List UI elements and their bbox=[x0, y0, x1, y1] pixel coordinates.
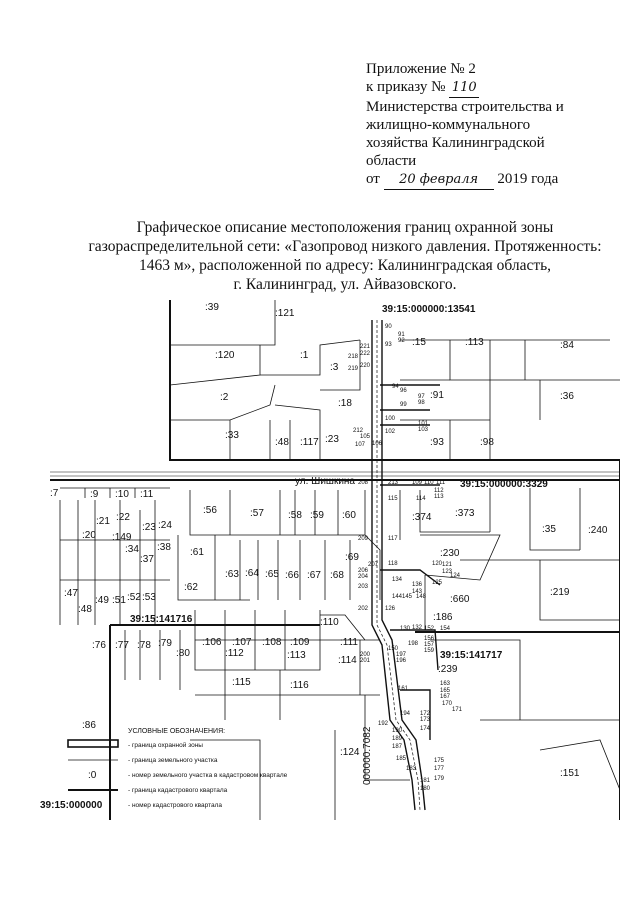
point-label: 204 bbox=[358, 574, 369, 580]
parcel-label: :69 bbox=[345, 552, 359, 563]
parcel-label: :65 bbox=[265, 569, 279, 580]
parcel-label: :151 bbox=[560, 768, 580, 779]
point-label: 126 bbox=[385, 606, 396, 612]
point-label: 110 bbox=[424, 480, 434, 486]
point-label: 136 bbox=[412, 582, 423, 588]
point-label: 91 bbox=[398, 332, 405, 338]
order-line bbox=[366, 78, 626, 98]
point-label: 100 bbox=[385, 416, 396, 422]
parcel-label: :38 bbox=[157, 542, 171, 553]
point-label: 200 bbox=[360, 652, 371, 658]
parcel-label: :113 bbox=[287, 650, 306, 661]
point-label: 181 bbox=[420, 778, 431, 784]
point-label: 150 bbox=[388, 646, 399, 652]
parcel-label: :10 bbox=[115, 489, 129, 500]
street-label: ул. Шишкина bbox=[295, 476, 355, 487]
parcel-label: :62 bbox=[184, 582, 198, 593]
point-label: 152 bbox=[424, 626, 435, 632]
legend-item: - граница кадастрового квартала bbox=[128, 787, 228, 794]
parcel-label: :76 bbox=[92, 640, 106, 651]
parcel-label: :186 bbox=[433, 612, 453, 623]
order-number: 110 bbox=[449, 79, 479, 98]
point-label: 130 bbox=[400, 626, 411, 632]
parcel-label: :109 bbox=[290, 637, 310, 648]
point-label: 111 bbox=[436, 480, 446, 486]
cadastral-map bbox=[20, 300, 620, 820]
parcel-label: :374 bbox=[412, 512, 432, 523]
point-label: 159 bbox=[424, 648, 435, 654]
point-label: 209 bbox=[358, 536, 369, 542]
title-line-2: газораспределительной сети: «Газопровод низкого давления. Протяженность: bbox=[88, 238, 602, 255]
parcel-label: :117 bbox=[300, 437, 319, 448]
ministry-line-2: жилищно-коммунального bbox=[366, 117, 531, 133]
order-label: к приказу № bbox=[366, 79, 446, 95]
parcel-label: :67 bbox=[307, 570, 321, 581]
point-label: 148 bbox=[416, 594, 427, 600]
parcel-label: :11 bbox=[140, 489, 154, 500]
point-label: 99 bbox=[400, 402, 407, 408]
parcel-label: :121 bbox=[275, 308, 295, 319]
point-label: 105 bbox=[360, 434, 371, 440]
parcel-label: :34 bbox=[125, 544, 139, 555]
parcel-label: :22 bbox=[116, 512, 130, 523]
parcel-label: :80 bbox=[176, 648, 190, 659]
point-label: 97 bbox=[418, 394, 425, 400]
point-label: 212 bbox=[353, 428, 364, 434]
point-label: 157 bbox=[424, 642, 435, 648]
point-label: 194 bbox=[400, 711, 411, 717]
parcel-label: :58 bbox=[288, 510, 302, 521]
legend bbox=[40, 728, 288, 811]
point-label: 183 bbox=[406, 766, 417, 772]
legend-item: - номер земельного участка в кадастровом квартале bbox=[128, 772, 288, 779]
parcel-label: :112 bbox=[225, 648, 244, 659]
parcel-label: :52 bbox=[127, 592, 141, 603]
quarter-label: 39:15:000000:13541 bbox=[382, 304, 476, 315]
point-label: 123 bbox=[442, 569, 453, 575]
point-label: 145 bbox=[402, 594, 413, 600]
point-label: 109 bbox=[412, 480, 423, 486]
point-label: 120 bbox=[432, 561, 443, 567]
point-label: 101 bbox=[418, 421, 429, 427]
parcel-label: :2 bbox=[220, 392, 229, 403]
point-label: 90 bbox=[385, 324, 392, 330]
parcel-label: :106 bbox=[202, 637, 222, 648]
point-label: 220 bbox=[360, 363, 371, 369]
point-label: 192 bbox=[378, 721, 389, 727]
document-title bbox=[80, 218, 610, 294]
point-label: 93 bbox=[385, 342, 392, 348]
parcel-label: :61 bbox=[190, 547, 204, 558]
quarter-label: 39:15:141717 bbox=[440, 650, 503, 661]
point-label: 121 bbox=[442, 562, 453, 568]
parcel-label: :47 bbox=[64, 588, 78, 599]
point-label: 174 bbox=[420, 726, 431, 732]
point-label: 189 bbox=[392, 736, 403, 742]
date-prefix: от bbox=[366, 171, 380, 187]
point-label: 165 bbox=[440, 688, 451, 694]
parcel-label: :98 bbox=[480, 437, 494, 448]
point-label: 173 bbox=[420, 717, 431, 723]
point-label: 125 bbox=[432, 580, 443, 586]
point-label: 117 bbox=[388, 536, 398, 542]
parcel-label: :115 bbox=[232, 677, 251, 688]
point-label: 143 bbox=[412, 589, 423, 595]
parcel-label: :63 bbox=[225, 569, 239, 580]
point-label: 203 bbox=[358, 584, 369, 590]
parcel-label: :49 bbox=[95, 595, 109, 606]
parcel-label: :120 bbox=[215, 350, 235, 361]
point-label: 96 bbox=[400, 388, 407, 394]
legend-symbol: :0 bbox=[88, 770, 97, 781]
parcel-label: :39 bbox=[205, 302, 219, 313]
point-label: 98 bbox=[418, 400, 425, 406]
parcel-label: :77 bbox=[115, 640, 129, 651]
parcel-label: :124 bbox=[340, 747, 360, 758]
parcel-label: :35 bbox=[542, 524, 556, 535]
point-label: 94 bbox=[392, 384, 399, 390]
quarter-label: 39:15:000000:3329 bbox=[460, 479, 548, 490]
date-suffix: 2019 года bbox=[497, 171, 559, 187]
appendix-line: Приложение № 2 bbox=[366, 61, 476, 77]
point-label: 180 bbox=[420, 786, 431, 792]
quarter-label: 000000:7082 bbox=[362, 726, 373, 785]
point-label: 206 bbox=[358, 568, 369, 574]
parcel-label: :84 bbox=[560, 340, 574, 351]
ministry-line-1: Министерства строительства и bbox=[366, 99, 564, 115]
parcel-label: :56 bbox=[203, 505, 217, 516]
point-label: 208 bbox=[358, 480, 369, 486]
point-label: 201 bbox=[360, 658, 371, 664]
parcel-label: :230 bbox=[440, 548, 460, 559]
legend-item: - номер кадастрового квартала bbox=[128, 802, 223, 809]
parcel-label: :660 bbox=[450, 594, 470, 605]
parcel-label: :86 bbox=[82, 720, 96, 731]
parcel-label: :24 bbox=[158, 520, 172, 531]
parcel-label: :66 bbox=[285, 570, 299, 581]
parcel-label: :60 bbox=[342, 510, 356, 521]
parcel-labels bbox=[50, 302, 608, 779]
point-label: 167 bbox=[440, 694, 451, 700]
point-label: 103 bbox=[418, 427, 429, 433]
parcel-label: :18 bbox=[338, 398, 352, 409]
parcel-label: :240 bbox=[588, 525, 608, 536]
point-label: 124 bbox=[450, 573, 461, 579]
quarter-label: 39:15:141716 bbox=[130, 614, 193, 625]
parcel-label: :23 bbox=[142, 522, 156, 533]
point-label: 134 bbox=[392, 577, 403, 583]
parcel-label: :1 bbox=[300, 350, 309, 361]
parcel-label: :7 bbox=[50, 488, 59, 499]
point-label: 187 bbox=[392, 744, 403, 750]
parcel-label: :373 bbox=[455, 508, 475, 519]
date-value: 20 февраля bbox=[384, 171, 494, 190]
point-label: 179 bbox=[434, 776, 445, 782]
point-label: 161 bbox=[398, 686, 409, 692]
point-label: 171 bbox=[452, 707, 463, 713]
parcel-label: :64 bbox=[245, 568, 259, 579]
point-label: 177 bbox=[434, 766, 445, 772]
document-header bbox=[366, 60, 626, 190]
parcel-label: :110 bbox=[320, 617, 339, 628]
parcel-label: :59 bbox=[310, 510, 324, 521]
parcel-label: :107 bbox=[232, 637, 252, 648]
parcel-label: :53 bbox=[142, 592, 156, 603]
ministry-line-3: хозяйства Калининградской bbox=[366, 135, 545, 151]
title-line-1: Графическое описание местоположения границ охранной зоны bbox=[136, 219, 554, 236]
parcel-label: :21 bbox=[96, 516, 110, 527]
parcel-label: :3 bbox=[330, 362, 339, 373]
parcel-label: :113 bbox=[465, 337, 484, 348]
point-label: 115 bbox=[388, 496, 398, 502]
parcel-label: :78 bbox=[137, 640, 151, 651]
point-label: 198 bbox=[408, 641, 419, 647]
point-label: 221 bbox=[360, 344, 371, 350]
point-label: 197 bbox=[396, 652, 407, 658]
point-label: 213 bbox=[388, 480, 399, 486]
point-label: 190 bbox=[392, 728, 403, 734]
point-label: 113 bbox=[434, 494, 444, 500]
point-label: 196 bbox=[396, 658, 407, 664]
point-label: 156 bbox=[424, 636, 435, 642]
parcel-label: :219 bbox=[550, 587, 570, 598]
parcel-label: :79 bbox=[158, 638, 172, 649]
parcel-label: :23 bbox=[325, 434, 339, 445]
point-label: 107 bbox=[355, 442, 366, 448]
point-label: 114 bbox=[416, 496, 426, 502]
parcel-label: :116 bbox=[290, 680, 309, 691]
point-label: 185 bbox=[396, 756, 407, 762]
point-label: 118 bbox=[388, 561, 398, 567]
point-label: 112 bbox=[434, 488, 444, 494]
parcel-label: :111 bbox=[340, 637, 358, 648]
legend-symbol: 39:15:000000 bbox=[40, 800, 103, 811]
parcel-label: :91 bbox=[430, 390, 444, 401]
parcel-label: :20 bbox=[82, 530, 96, 541]
parcel-label: :114 bbox=[338, 655, 357, 666]
point-label: 219 bbox=[348, 366, 359, 372]
point-label: 163 bbox=[440, 681, 451, 687]
point-label: 102 bbox=[385, 429, 396, 435]
title-line-3: 1463 м», расположенной по адресу: Калининградская область, bbox=[138, 257, 552, 274]
parcel-label: :108 bbox=[262, 637, 282, 648]
point-label: 222 bbox=[360, 351, 371, 357]
date-line bbox=[366, 170, 626, 190]
parcel-label: :33 bbox=[225, 430, 239, 441]
parcel-label: :57 bbox=[250, 508, 264, 519]
parcel-label: :37 bbox=[140, 554, 154, 565]
point-label: 218 bbox=[348, 354, 359, 360]
parcel-label: :48 bbox=[78, 604, 92, 615]
point-label: 170 bbox=[442, 701, 453, 707]
point-label: 154 bbox=[440, 626, 451, 632]
parcel-label: :36 bbox=[560, 391, 574, 402]
point-label: 132 bbox=[412, 625, 423, 631]
parcel-label: :15 bbox=[412, 337, 426, 348]
parcel-label: :239 bbox=[438, 664, 458, 675]
legend-item: - граница охранной зоны bbox=[128, 742, 203, 749]
ministry-line-4: области bbox=[366, 153, 417, 169]
point-label: 172 bbox=[420, 711, 431, 717]
legend-item: - граница земельного участка bbox=[128, 757, 218, 764]
point-label: 144 bbox=[392, 594, 403, 600]
point-label: 175 bbox=[434, 758, 445, 764]
legend-title: УСЛОВНЫЕ ОБОЗНАЧЕНИЯ: bbox=[128, 728, 226, 735]
point-label: 92 bbox=[398, 338, 405, 344]
point-label: 207 bbox=[368, 562, 379, 568]
title-line-4: г. Калининград, ул. Айвазовского. bbox=[233, 276, 457, 293]
parcel-label: :93 bbox=[430, 437, 444, 448]
parcel-label: :48 bbox=[275, 437, 289, 448]
parcel-label: :68 bbox=[330, 570, 344, 581]
point-label: 106 bbox=[372, 441, 383, 447]
parcel-label: :51 bbox=[112, 595, 126, 606]
parcel-label: :149 bbox=[112, 532, 132, 543]
parcel-label: :9 bbox=[90, 489, 99, 500]
point-label: 202 bbox=[358, 606, 369, 612]
